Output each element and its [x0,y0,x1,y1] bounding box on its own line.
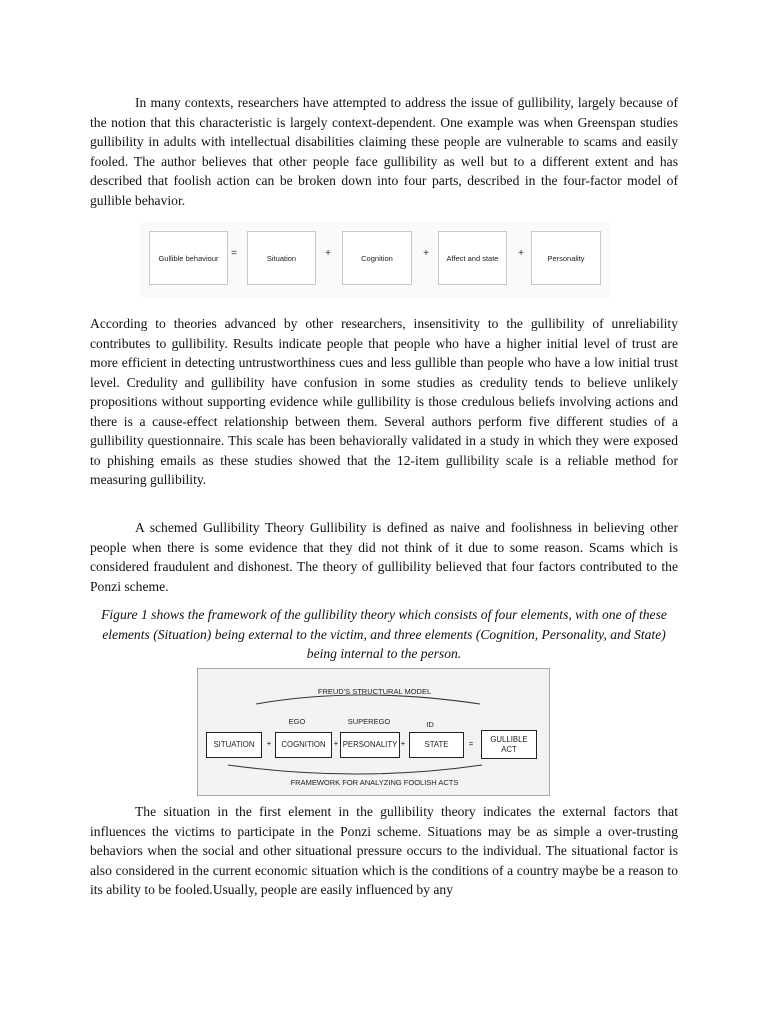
term-situation: Situation [247,231,316,285]
plus-sign: + [266,739,272,748]
paragraph-theories: According to theories advanced by other researchers, insensitivity to the gullibility of unreliability contributes to gullibility. Results indicate people that people who have a higher initial level of trust are more efficient in detecting untrustworthiness cues and less gullible than people who have a low initial trust level. Credulity and gullibility have confusion in some studies as credulity tends to believe unlikely propositions without supporting evidence while gullibility is those credulous beliefs involving actions and there is a cause-effect relationship between them. Several authors perform five different studies of a gullibility questionnaire. This scale has been behaviorally validated in a study in which they were exposed to phishing emails as these studies showed that the 12-item gullibility scale is a reliable method for measuring gullibility. [90,316,678,487]
superego-label: SUPEREGO [347,717,391,726]
gullibility-framework-figure [197,668,550,796]
top-brace [256,695,480,704]
paragraph-schemed-theory: A schemed Gullibility Theory Gullibility is defined as naive and foolishness in believing other people when there is some evidence that they did not think of it due to some reason. Scams which is considered fraudulent and dishonest. The theory of gullibility believed that four factors contributed to the Ponzi scheme. [90,520,678,594]
ego-label: EGO [288,717,306,726]
foolish-acts-label: FRAMEWORK FOR ANALYZING FOOLISH ACTS [290,778,459,787]
term-personality: Personality [531,231,601,285]
term-gullible-behaviour: Gullible behaviour [149,231,228,285]
plus-sign: + [333,739,339,748]
plus-sign: + [400,739,406,748]
plus-sign: + [518,248,524,259]
term-cognition: Cognition [342,231,412,285]
gullible-act-node: GULLIBLE ACT [481,730,537,759]
paragraph-situation: The situation in the first element in the gullibility theory indicates the external factors that influences the victims to participate in the Ponzi scheme. Situations may be as simple a over-trusting behaviors when the social and other situational pressure occurs to the individual. The situational factor is also considered in the current economic situation which is the conditions of a country maybe be a reason to its ability to be fooled.Usually, people are easily influenced by any [90,804,678,897]
four-factor-equation-figure [140,222,610,298]
bottom-brace [228,765,482,774]
plus-sign: + [423,248,429,259]
equals-sign: = [231,248,237,259]
state-node: STATE [409,732,464,758]
paragraph-intro: In many contexts, researchers have attempted to address the issue of gullibility, largely because of the notion that this characteristic is largely context-dependent. One example was when Greenspan studies gullibility in adults with intellectual disabilities claiming these people are vulnerable to scams and easily fooled. The author believes that other people face gullibility as well but to a different extent and has described that foolish action can be broken down into four parts, described in the four-factor model of gullible behavior. [90,95,678,208]
equals-sign: = [468,739,474,748]
freud-model-label: FREUD'S STRUCTURAL MODEL [317,687,432,696]
cognition-node: COGNITION [275,732,332,758]
plus-sign: + [325,248,331,259]
personality-node: PERSONALITY [340,732,400,758]
situation-node: SITUATION [206,732,262,758]
term-affect-and-state: Affect and state [438,231,507,285]
figure-caption: Figure 1 shows the framework of the gullibility theory which consists of four elements, with one of these elements (Situation) being external to the victim, and three elements (Cognition, Personality, and State) being internal to the person. [101,607,667,661]
id-label: ID [426,720,434,729]
